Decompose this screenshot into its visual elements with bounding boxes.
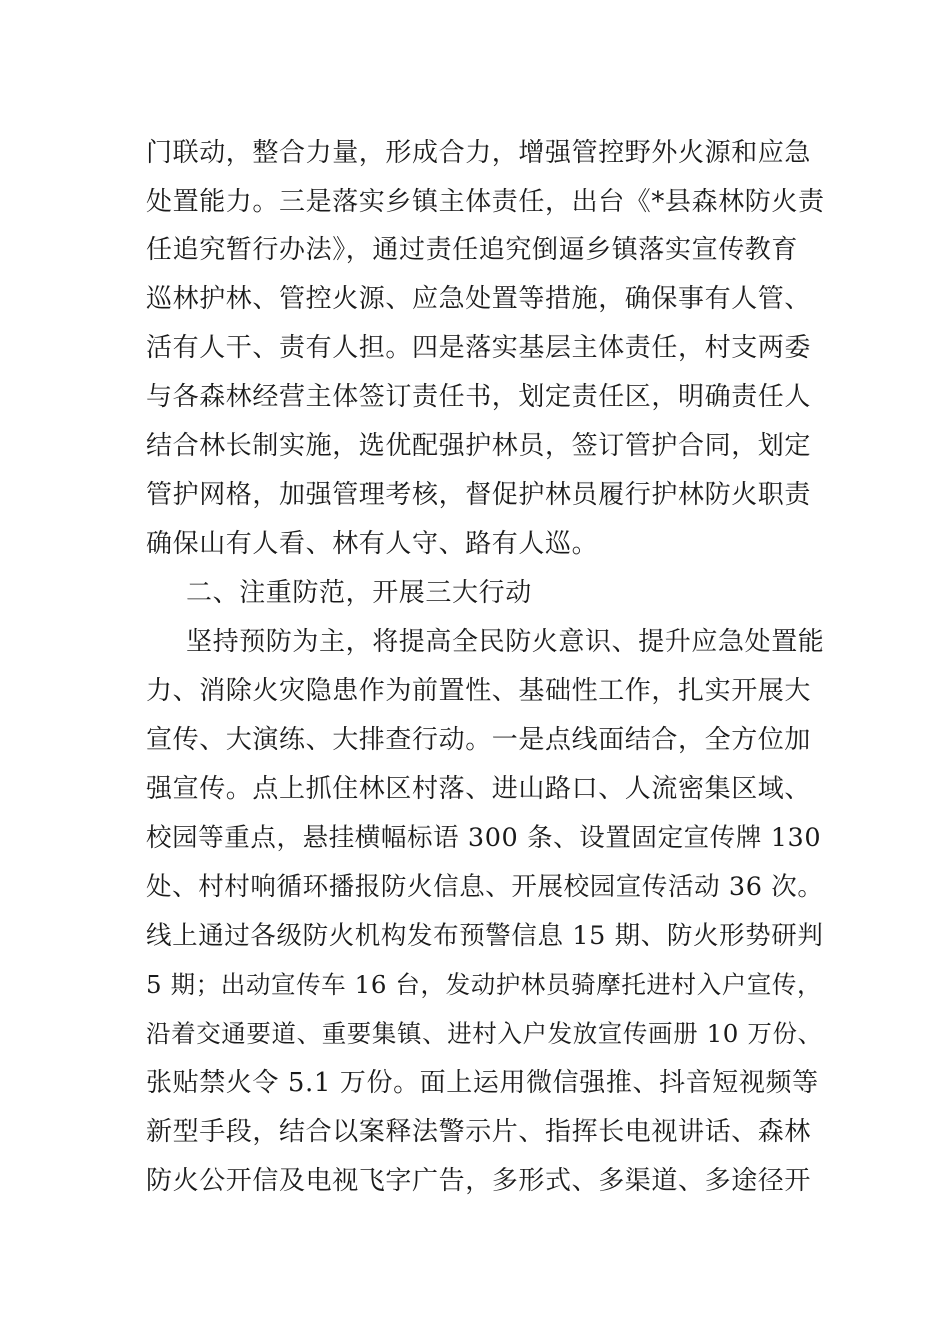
text-line: 任追究暂行办法》，通过责任追究倒逼乡镇落实宣传教育 [146, 235, 799, 265]
section-heading: 二、注重防范，开展三大行动 [186, 578, 532, 608]
text-line: 门联动，整合力量，形成合力，增强管控野外火源和应急 [146, 138, 812, 168]
text-line: 处、村村响循环播报防火信息、开展校园宣传活动 36 次。 [146, 872, 824, 902]
text-line: 新型手段，结合以案释法警示片、指挥长电视讲话、森林 [146, 1117, 812, 1147]
text-line: 结合林长制实施，选优配强护林员，签订管护合同，划定 [146, 431, 812, 461]
text-line: 坚持预防为主，将提高全民防火意识、提升应急处置能 [186, 627, 825, 657]
text-line: 线上通过各级防火机构发布预警信息 15 期、防火形势研判 [146, 921, 824, 951]
text-line: 活有人干、责有人担。四是落实基层主体责任，村支两委 [146, 333, 812, 363]
text-line: 管护网格，加强管理考核，督促护林员履行护林防火职责 [146, 480, 812, 510]
text-line: 防火公开信及电视飞字广告，多形式、多渠道、多途径开 [146, 1166, 812, 1196]
text-line: 5 期；出动宣传车 16 台，发动护林员骑摩托进村入户宣传， [146, 970, 823, 999]
text-line: 巡林护林、管控火源、应急处置等措施，确保事有人管、 [146, 284, 812, 314]
text-line: 力、消除火灾隐患作为前置性、基础性工作，扎实开展大 [146, 676, 812, 706]
text-line: 确保山有人看、林有人守、路有人巡。 [146, 529, 599, 559]
text-line: 沿着交通要道、重要集镇、进村入户发放宣传画册 10 万份、 [146, 1019, 823, 1048]
text-line: 宣传、大演练、大排查行动。一是点线面结合，全方位加 [146, 725, 812, 755]
text-line: 与各森林经营主体签订责任书，划定责任区，明确责任人 [146, 382, 812, 412]
text-line: 处置能力。三是落实乡镇主体责任，出台《*县森林防火责 [146, 187, 825, 217]
text-line: 张贴禁火令 5.1 万份。面上运用微信强推、抖音短视频等 [146, 1068, 819, 1098]
text-line: 强宣传。点上抓住林区村落、进山路口、人流密集区域、 [146, 774, 812, 804]
text-line: 校园等重点，悬挂横幅标语 300 条、设置固定宣传牌 130 [146, 823, 822, 853]
